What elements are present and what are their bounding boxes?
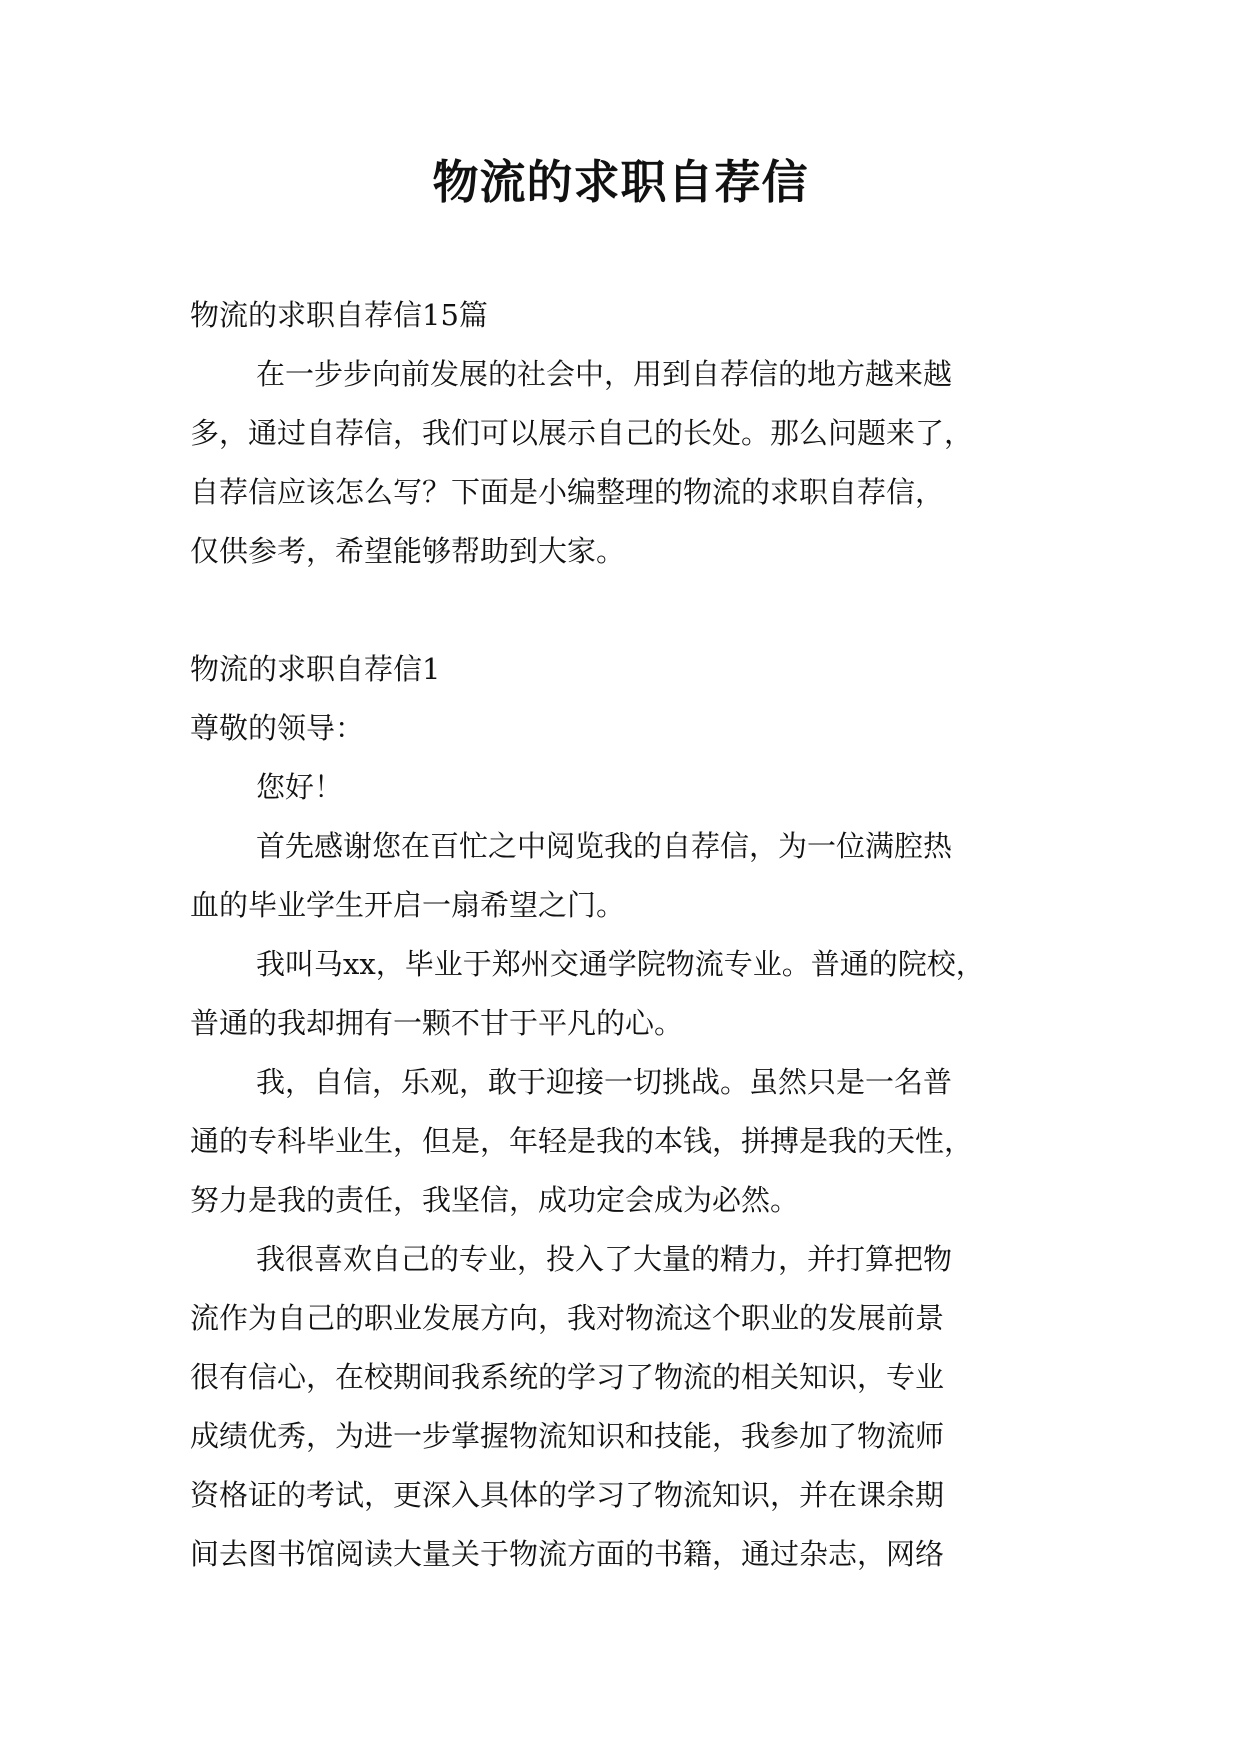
- document-body: [190, 286, 1070, 1584]
- paragraph-line: 普通的我却拥有一颗不甘于平凡的心。: [190, 1006, 684, 1040]
- paragraph-line: 间去图书馆阅读大量关于物流方面的书籍，通过杂志，网络: [190, 1537, 945, 1571]
- paragraph-line: 很有信心，在校期间我系统的学习了物流的相关知识，专业: [190, 1360, 945, 1394]
- paragraph-line: 我，自信，乐观，敢于迎接一切挑战。虽然只是一名普: [256, 1065, 953, 1099]
- paragraph-line: 我叫马xx，毕业于郑州交通学院物流专业。普通的院校，: [256, 947, 985, 981]
- paragraph-line: 努力是我的责任，我坚信，成功定会成为必然。: [190, 1183, 800, 1217]
- blank-line: [190, 581, 1070, 640]
- salutation: 尊敬的领导：: [190, 711, 365, 745]
- intro-line: 在一步步向前发展的社会中，用到自荐信的地方越来越: [256, 357, 953, 391]
- intro-line: 自荐信应该怎么写？下面是小编整理的物流的求职自荐信，: [190, 475, 945, 509]
- paragraph-line: 我很喜欢自己的专业，投入了大量的精力，并打算把物: [256, 1242, 953, 1276]
- paragraph-line: 血的毕业学生开启一扇希望之门。: [190, 888, 626, 922]
- document-subtitle: 物流的求职自荐信15篇: [190, 298, 488, 332]
- paragraph-line: 首先感谢您在百忙之中阅览我的自荐信，为一位满腔热: [256, 829, 953, 863]
- document-title: 物流的求职自荐信: [432, 155, 809, 209]
- intro-line: 仅供参考，希望能够帮助到大家。: [190, 534, 626, 568]
- paragraph-line: 流作为自己的职业发展方向，我对物流这个职业的发展前景: [190, 1301, 945, 1335]
- intro-line: 多，通过自荐信，我们可以展示自己的长处。那么问题来了，: [190, 416, 974, 450]
- paragraph-line: 资格证的考试，更深入具体的学习了物流知识，并在课余期: [190, 1478, 945, 1512]
- paragraph-line: 成绩优秀，为进一步掌握物流知识和技能，我参加了物流师: [190, 1419, 945, 1453]
- greeting: 您好！: [256, 770, 344, 804]
- paragraph-line: 通的专科毕业生，但是，年轻是我的本钱，拼搏是我的天性，: [190, 1124, 974, 1158]
- section-heading: 物流的求职自荐信1: [190, 652, 441, 686]
